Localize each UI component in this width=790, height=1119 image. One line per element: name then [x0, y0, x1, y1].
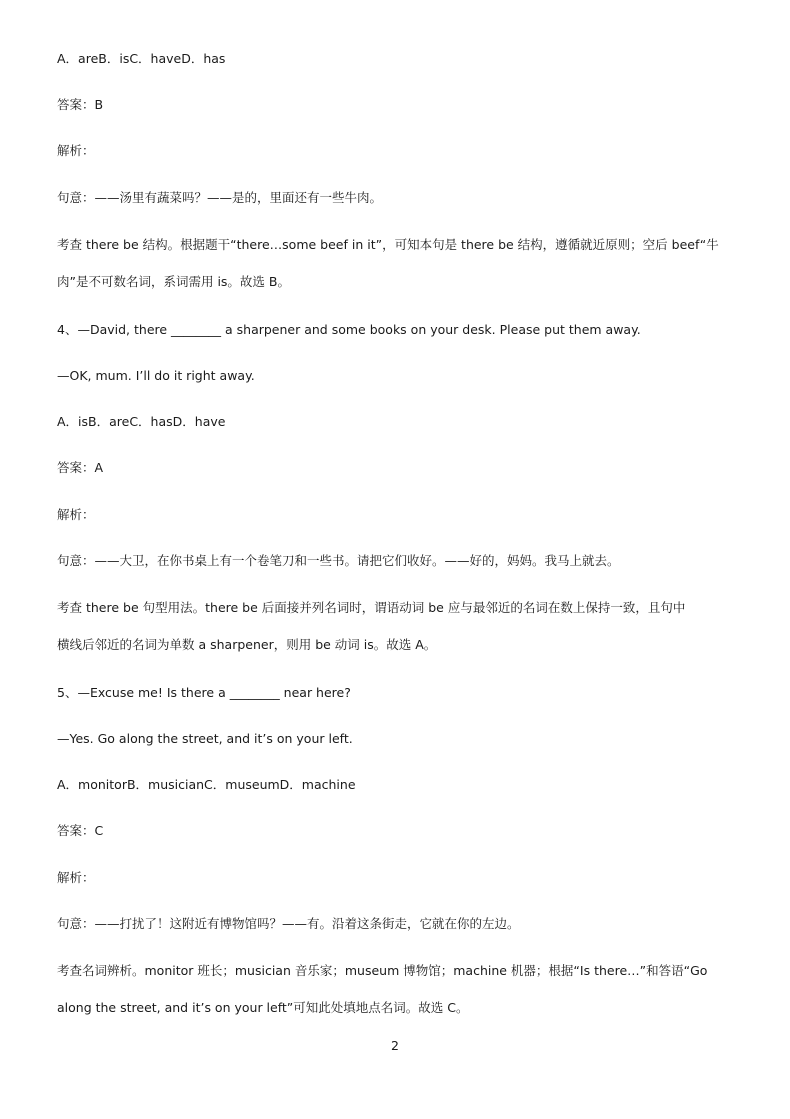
q3-analysis-label: 解析： [57, 143, 95, 158]
q3-explanation-line-2: 肉”是不可数名词，系词需用 is。故选 B。 [57, 274, 290, 289]
page-number: 2 [391, 1038, 399, 1053]
q5-question: 5、—Excuse me! Is there a ________ near here? [57, 685, 351, 700]
q5-answer: 答案：C [57, 823, 104, 838]
q5-options: A．monitorB．musicianC．museumD．machine [57, 777, 356, 792]
q4-reply: —OK, mum. I’ll do it right away. [57, 368, 255, 383]
q4-answer: 答案：A [57, 460, 104, 475]
q3-options: A．areB．isC．haveD．has [57, 51, 226, 66]
q5-analysis-label: 解析： [57, 870, 95, 885]
q5-explanation-line-2: along the street, and it’s on your left”可知此处填地点名词。故选 C。 [57, 1000, 469, 1015]
q4-question: 4、—David, there ________ a sharpener and some books on your desk. Please put them away. [57, 322, 641, 337]
q5-meaning: 句意：——打扰了！这附近有博物馆吗？——有。沿着这条街走，它就在你的左边。 [57, 916, 520, 931]
q5-reply: —Yes. Go along the street, and it’s on your left. [57, 731, 353, 746]
q3-explanation-line-1: 考查 there be 结构。根据题干“there…some beef in it”，可知本句是 there be 结构，遵循就近原则；空后 beef“牛 [57, 237, 719, 252]
q4-options: A．isB．areC．hasD．have [57, 414, 226, 429]
q3-meaning: 句意：——汤里有蔬菜吗？——是的，里面还有一些牛肉。 [57, 190, 383, 205]
q4-explanation-line-1: 考查 there be 句型用法。there be 后面接并列名词时，谓语动词 be 应与最邻近的名词在数上保持一致，且句中 [57, 600, 686, 615]
q4-meaning: 句意：——大卫，在你书桌上有一个卷笔刀和一些书。请把它们收好。——好的，妈妈。我马上就去。 [57, 553, 620, 568]
q5-explanation-line-1: 考查名词辨析。monitor 班长；musician 音乐家；museum 博物馆；machine 机器；根据“Is there…”和答语“Go [57, 963, 708, 978]
q4-explanation-line-2: 横线后邻近的名词为单数 a sharpener，则用 be 动词 is。故选 A。 [57, 637, 437, 652]
q3-answer: 答案：B [57, 97, 104, 112]
q4-analysis-label: 解析： [57, 507, 95, 522]
